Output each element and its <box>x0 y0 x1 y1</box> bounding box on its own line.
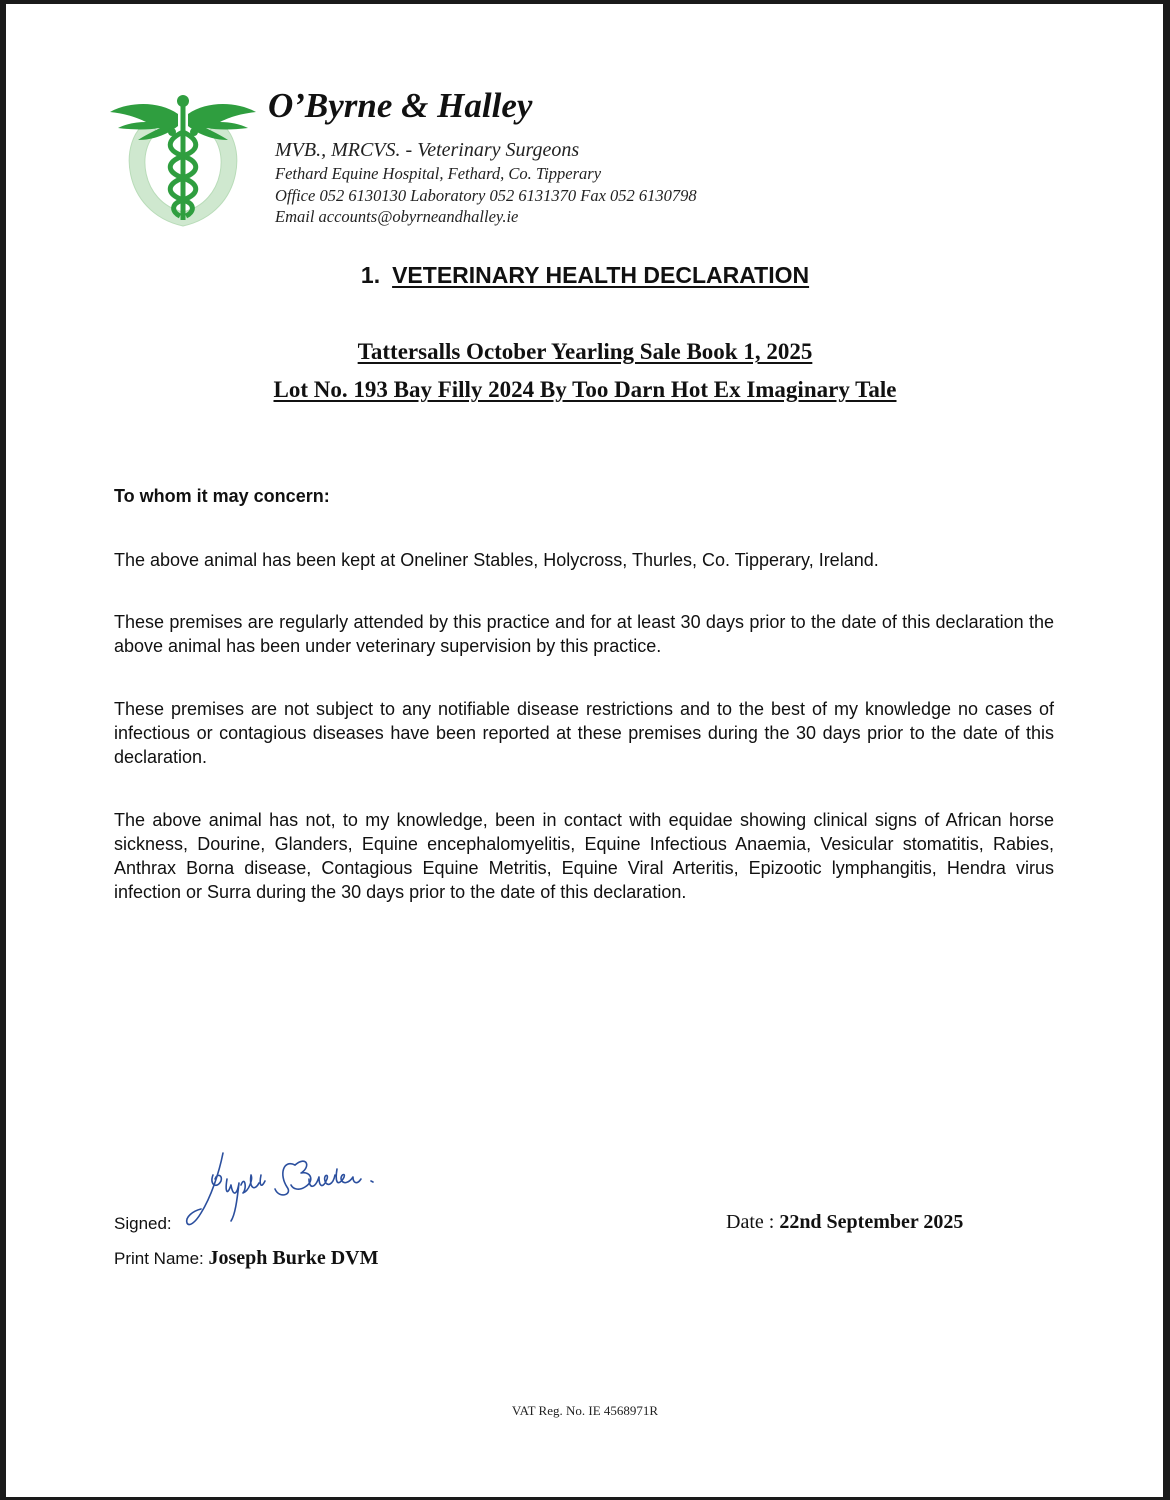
vat-registration: VAT Reg. No. IE 4568971R <box>511 1403 659 1418</box>
firm-phone-numbers: Office 052 6130130 Laboratory 052 6131370 Fax 052 6130798 <box>275 186 697 205</box>
firm-qualifications: MVB., MRCVS. - Veterinary Surgeons <box>275 139 580 161</box>
signed-label: Signed: <box>114 1214 172 1233</box>
print-name-field <box>114 1247 379 1270</box>
firm-address: Fethard Equine Hospital, Fethard, Co. Tipperary <box>275 164 602 183</box>
firm-name: O’Byrne & Halley <box>268 86 533 125</box>
document-title <box>0 262 1170 289</box>
firm-email: Email accounts@obyrneandhalley.ie <box>275 207 519 226</box>
title-text: VETERINARY HEALTH DECLARATION <box>392 262 810 288</box>
paragraph-premises: The above animal has been kept at Oneliner Stables, Holycross, Thurles, Co. Tipperary, Ireland. <box>114 550 879 570</box>
title-number: 1. <box>360 262 381 288</box>
paragraph-supervision: These premises are regularly attended by this practice and for at least 30 days prior to the date of this declaration the above animal has been under veterinary supervision by this practice. <box>114 612 1054 656</box>
paragraph-contact-declaration: The above animal has not, to my knowledge, been in contact with equidae showing clinical signs of African horse sickness, Dourine, Glanders, Equine encephalomyelitis, Equine Infectious Anaemia, Vesicular stomatitis, Rabies, Anthrax Borna disease, Contagious Equine Metritis, Equine Viral Arteritis, Epizootic lymphangitis, Hendra virus infection or Surra during the 30 days prior to the date of this declaration. <box>114 810 1054 902</box>
date-value: 22nd September 2025 <box>779 1211 964 1233</box>
date-label: Date : <box>726 1211 780 1233</box>
handwritten-signature <box>183 1145 393 1230</box>
salutation: To whom it may concern: <box>114 486 330 506</box>
lot-heading: Lot No. 193 Bay Filly 2024 By Too Darn Hot Ex Imaginary Tale <box>273 377 897 402</box>
date-field <box>726 1211 963 1234</box>
paragraph-disease-restrictions: These premises are not subject to any notifiable disease restrictions and to the best of my knowledge no cases of infectious or contagious diseases have been reported at these premises during the 30 days prior to the date of this declaration. <box>114 699 1054 767</box>
sale-heading: Tattersalls October Yearling Sale Book 1, 2025 <box>357 339 813 364</box>
print-name-value: Joseph Burke DVM <box>208 1247 379 1269</box>
caduceus-horseshoe-logo <box>108 92 258 232</box>
print-name-label: Print Name: <box>114 1249 209 1268</box>
